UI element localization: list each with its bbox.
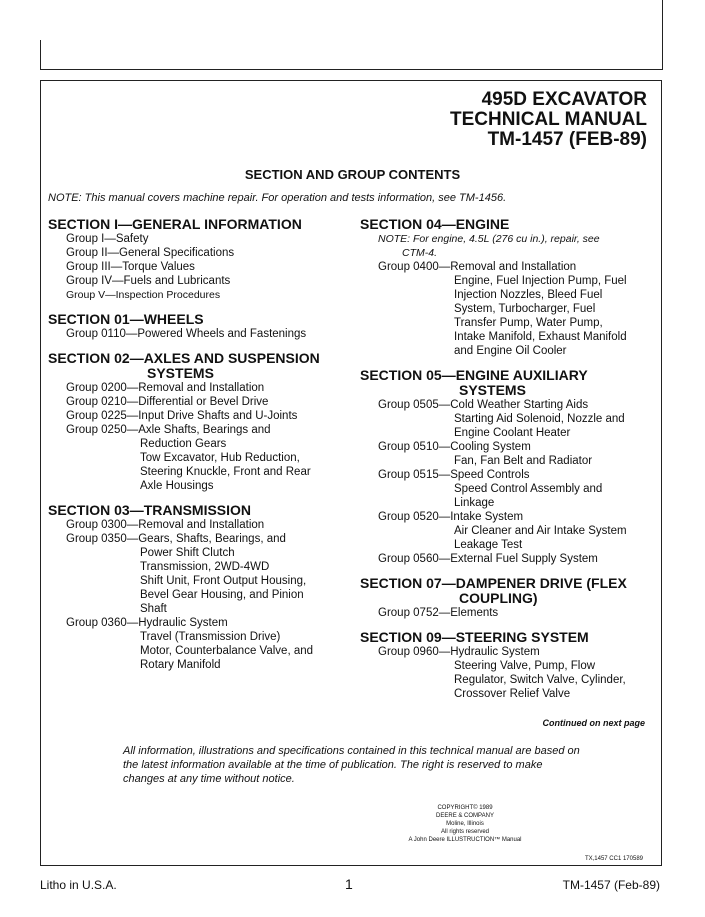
section-05-title: SECTION 05—ENGINE AUXILIARY [360,367,588,383]
group-detail: Air Cleaner and Air Intake System [454,525,627,537]
section-02-title: SECTION 02—AXLES AND SUSPENSION [48,350,320,366]
group-detail: Crossover Relief Valve [454,688,571,700]
group-detail: Leakage Test [454,539,523,551]
group-item: Group 0505—Cold Weather Starting Aids [378,399,589,411]
section-01-title: SECTION 01—WHEELS [48,311,204,327]
top-left-rule [40,40,41,70]
group-item: Group 0510—Cooling System [378,441,531,453]
group-detail: Linkage [454,497,495,509]
page-number: 1 [345,876,353,892]
group-detail: Injection Nozzles, Bleed Fuel [454,289,603,301]
group-item: Group 0560—External Fuel Supply System [378,553,598,565]
group-detail: Rotary Manifold [140,659,221,671]
group-item: Group 0752—Elements [378,607,499,619]
top-rule [40,69,663,70]
copyright-line: A John Deere ILLUSTRUCTION™ Manual [408,837,522,843]
footer-manual-id: TM-1457 (Feb-89) [562,878,660,892]
group-detail: Intake Manifold, Exhaust Manifold [454,331,627,343]
group-detail: Power Shift Clutch [140,547,235,559]
group-detail: Steering Knuckle, Front and Rear [140,466,311,478]
group-detail: Transfer Pump, Water Pump, [454,317,603,329]
group-detail: Fan, Fan Belt and Radiator [454,455,593,467]
group-detail: Steering Valve, Pump, Flow [454,660,596,672]
disclaimer: All information, illustrations and specifications contained in this technical manual are based on the latest information available at the time of publication. The right is reserved to make changes at any time without notice. [123,745,580,785]
group-detail: Motor, Counterbalance Valve, and [140,645,314,657]
manual-note: NOTE: This manual covers machine repair. For operation and tests information, see TM-1456. [48,192,507,204]
section-07-title-cont: COUPLING) [459,590,538,606]
document-code: TX,1457 CC1 170589 [584,856,643,862]
top-right-rule [662,0,663,70]
manual-title-block [450,90,647,150]
group-item: Group 0300—Removal and Installation [66,519,265,531]
left-column [48,217,353,672]
group-item: Group IV—Fuels and Lubricants [66,275,231,287]
title-line-2: TECHNICAL MANUAL [449,109,647,130]
right-column [360,217,660,701]
section-04-title: SECTION 04—ENGINE [360,216,510,232]
group-item: Group II—General Specifications [66,247,235,259]
group-item: Group 0250—Axle Shafts, Bearings and [66,424,271,436]
copyright-line: Moline, Illinois [446,821,484,827]
section-05-title-cont: SYSTEMS [459,382,526,398]
copyright-line: COPYRIGHT© 1989 [437,805,493,811]
group-item: Group 0350—Gears, Shafts, Bearings, and [66,533,286,545]
group-detail: Shift Unit, Front Output Housing, [140,575,307,587]
section-03-title: SECTION 03—TRANSMISSION [48,502,252,518]
engine-note: NOTE: For engine, 4.5L (276 cu in.), repair, see [378,233,600,245]
group-detail: Speed Control Assembly and [454,483,603,495]
group-detail: Travel (Transmission Drive) [140,631,281,643]
group-item: Group 0210—Differential or Bevel Drive [66,396,269,408]
group-item: Group 0400—Removal and Installation [378,261,577,273]
contents-heading: SECTION AND GROUP CONTENTS [244,167,461,182]
section-07-title: SECTION 07—DAMPENER DRIVE (FLEX [360,575,627,591]
group-detail: Starting Aid Solenoid, Nozzle and [454,413,625,425]
group-item: Group 0360—Hydraulic System [66,617,228,629]
group-detail: Reduction Gears [140,438,227,450]
group-item: Group 0960—Hydraulic System [378,646,540,658]
group-detail: System, Turbocharger, Fuel [454,303,596,315]
copyright-line: All rights reserved [440,829,490,835]
group-item: Group V—Inspection Procedures [66,289,221,301]
title-line-3: TM-1457 (FEB-89) [487,129,647,150]
group-detail: Engine Coolant Heater [454,427,571,439]
section-i-title: SECTION I—GENERAL INFORMATION [48,216,302,232]
section-09-title: SECTION 09—STEERING SYSTEM [360,629,589,645]
group-item: Group 0200—Removal and Installation [66,382,265,394]
group-item: Group 0225—Input Drive Shafts and U-Joints [66,410,298,422]
group-detail: Transmission, 2WD-4WD [140,561,270,573]
group-item: Group 0110—Powered Wheels and Fastenings [66,328,307,340]
group-detail: and Engine Oil Cooler [454,345,567,357]
copyright-line: DEERE & COMPANY [436,813,494,819]
group-item: Group 0520—Intake System [378,511,524,523]
footer-litho: Litho in U.S.A. [40,878,117,892]
copyright-block [405,804,525,844]
group-detail: Engine, Fuel Injection Pump, Fuel [454,275,627,287]
group-detail: Shaft [140,603,167,615]
section-02-title-cont: SYSTEMS [147,365,214,381]
engine-note-cont: CTM-4. [402,247,437,259]
group-detail: Regulator, Switch Valve, Cylinder, [454,674,626,686]
group-list [48,232,353,302]
title-line-1: 495D EXCAVATOR [481,89,647,110]
group-item: Group I—Safety [66,233,149,245]
continued-note: Continued on next page [542,718,645,728]
group-detail: Axle Housings [140,480,214,492]
group-item: Group III—Torque Values [66,261,195,273]
group-item: Group 0515—Speed Controls [378,469,530,481]
group-detail: Bevel Gear Housing, and Pinion [140,589,304,601]
group-detail: Tow Excavator, Hub Reduction, [140,452,300,464]
